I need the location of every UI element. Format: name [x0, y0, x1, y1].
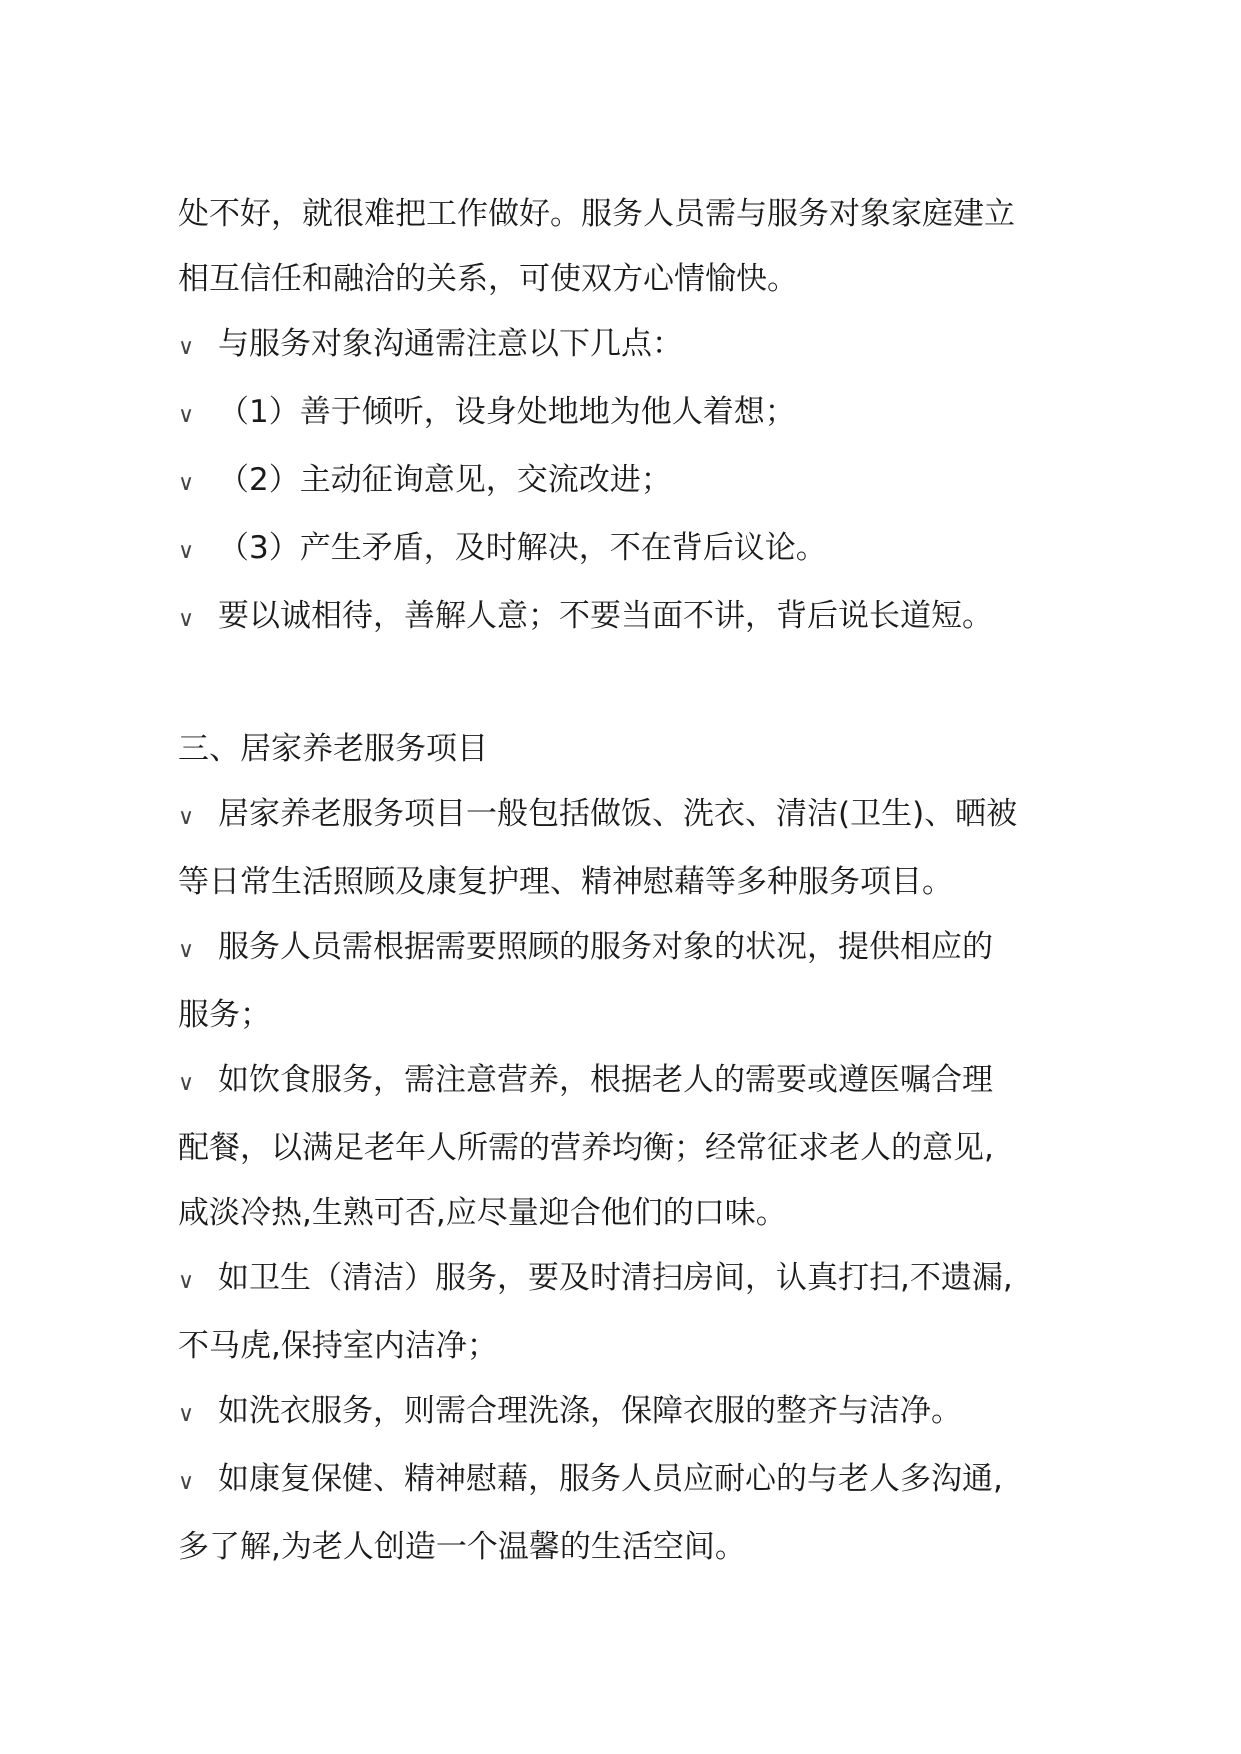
- list-item: [178, 516, 1083, 584]
- check-mark-icon: ∨: [178, 938, 195, 963]
- list-item-text: （1）善于倾听，设身处地地为他人着想；: [218, 394, 796, 430]
- check-mark-icon: ∨: [178, 1402, 195, 1427]
- list-item: [178, 915, 1083, 1048]
- intro-line-1: 处不好，就很难把工作做好。服务人员需与服务对象家庭建立: [178, 196, 1015, 232]
- list-item-text: 要以诚相待，善解人意；不要当面不讲，背后说长道短。: [218, 598, 993, 634]
- list-item: [178, 782, 1083, 915]
- document-page: [178, 182, 1083, 1580]
- list-item-continuation: 服务；: [178, 997, 271, 1033]
- service-items-list: [178, 782, 1083, 1580]
- list-item-text: （2）主动征询意见，交流改进；: [218, 462, 672, 498]
- list-item: [178, 1447, 1083, 1580]
- list-item-text: 如康复保健、精神慰藉，服务人员应耐心的与老人多沟通,: [218, 1461, 1003, 1497]
- list-item-continuation: 咸淡冷热,生熟可否,应尽量迎合他们的口味。: [178, 1195, 787, 1231]
- list-item: [178, 1379, 1083, 1447]
- check-mark-icon: ∨: [178, 471, 195, 496]
- list-item: [178, 312, 1083, 380]
- list-item-text: 与服务对象沟通需注意以下几点：: [218, 326, 683, 362]
- check-mark-icon: ∨: [178, 403, 195, 428]
- list-item-text: 服务人员需根据需要照顾的服务对象的状况，提供相应的: [218, 929, 993, 965]
- check-mark-icon: ∨: [178, 805, 195, 830]
- intro-line-2: 相互信任和融洽的关系，可使双方心情愉快。: [178, 261, 798, 297]
- check-mark-icon: ∨: [178, 335, 195, 360]
- list-item: [178, 1246, 1083, 1379]
- check-mark-icon: ∨: [178, 1470, 195, 1495]
- list-item-continuation: 不马虎,保持室内洁净；: [178, 1328, 498, 1364]
- section-gap: [178, 652, 1083, 717]
- list-item-continuation: 配餐，以满足老年人所需的营养均衡；经常征求老人的意见,: [178, 1130, 994, 1166]
- list-item-text: （3）产生矛盾，及时解决，不在背后议论。: [218, 530, 827, 566]
- list-item-text: 如饮食服务，需注意营养，根据老人的需要或遵医嘱合理: [218, 1062, 993, 1098]
- check-mark-icon: ∨: [178, 539, 195, 564]
- check-mark-icon: ∨: [178, 607, 195, 632]
- list-item-continuation: 等日常生活照顾及康复护理、精神慰藉等多种服务项目。: [178, 864, 953, 900]
- check-mark-icon: ∨: [178, 1071, 195, 1096]
- list-item: [178, 1048, 1083, 1246]
- list-item-text: 如卫生（清洁）服务，要及时清扫房间，认真打扫,不遗漏,: [218, 1260, 1013, 1296]
- list-item: [178, 448, 1083, 516]
- check-mark-icon: ∨: [178, 1269, 195, 1294]
- list-item-text: 居家养老服务项目一般包括做饭、洗衣、清洁(卫生)、晒被: [218, 796, 1018, 832]
- list-item: [178, 380, 1083, 448]
- list-item-text: 如洗衣服务，则需合理洗涤，保障衣服的整齐与洁净。: [218, 1393, 962, 1429]
- list-item-continuation: 多了解,为老人创造一个温馨的生活空间。: [178, 1529, 746, 1565]
- list-item: [178, 584, 1083, 652]
- section-heading: 三、居家养老服务项目: [178, 731, 488, 767]
- communication-list: [178, 312, 1083, 652]
